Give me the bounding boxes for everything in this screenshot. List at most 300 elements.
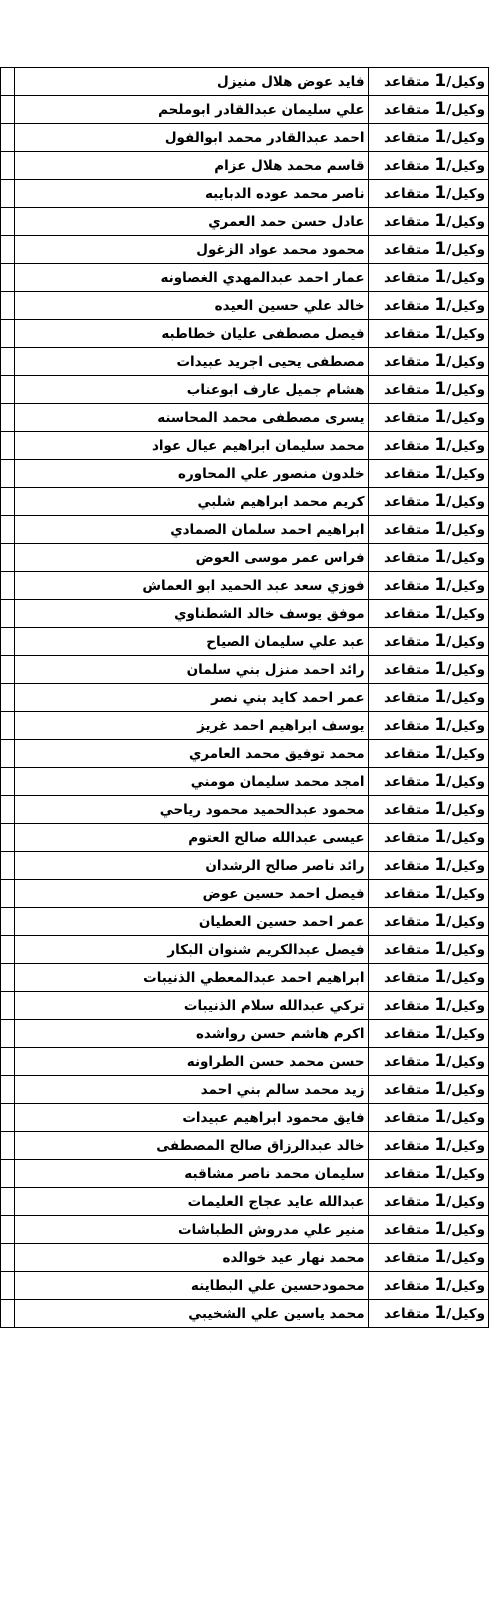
rank-title: وكيل/ — [446, 1110, 485, 1126]
rank-number: 1 — [434, 295, 447, 315]
rank-number: 1 — [434, 715, 447, 735]
name-cell: يوسف ابراهيم احمد غريز — [14, 712, 368, 740]
table-row — [1, 348, 489, 376]
empty-cell — [1, 600, 15, 628]
roster-table — [0, 67, 489, 1328]
name-cell: امجد محمد سليمان مومني — [14, 768, 368, 796]
rank-status: متقاعد — [384, 802, 430, 818]
rank-cell — [368, 488, 488, 516]
rank-status: متقاعد — [384, 102, 430, 118]
rank-cell — [368, 656, 488, 684]
name-cell: عيسى عبدالله صالح العتوم — [14, 824, 368, 852]
rank-status: متقاعد — [384, 578, 430, 594]
name-cell: محمود محمد عواد الزغول — [14, 236, 368, 264]
rank-title: وكيل/ — [446, 270, 485, 286]
table-row — [1, 824, 489, 852]
name-cell: يسرى مصطفى محمد المحاسنه — [14, 404, 368, 432]
rank-number: 1 — [434, 827, 447, 847]
rank-title: وكيل/ — [446, 522, 485, 538]
name-cell: كريم محمد ابراهيم شلبي — [14, 488, 368, 516]
rank-cell — [368, 1300, 488, 1328]
rank-status: متقاعد — [384, 1222, 430, 1238]
table-row — [1, 628, 489, 656]
rank-title: وكيل/ — [446, 1250, 485, 1266]
rank-cell — [368, 1244, 488, 1272]
empty-cell — [1, 684, 15, 712]
table-row — [1, 1160, 489, 1188]
rank-status: متقاعد — [384, 1082, 430, 1098]
table-row — [1, 1048, 489, 1076]
rank-number: 1 — [434, 1079, 447, 1099]
rank-number: 1 — [434, 1275, 447, 1295]
rank-title: وكيل/ — [446, 830, 485, 846]
table-row — [1, 880, 489, 908]
name-cell: ناصر محمد عوده الدبايبه — [14, 180, 368, 208]
rank-cell — [368, 348, 488, 376]
rank-title: وكيل/ — [446, 550, 485, 566]
name-cell: عبد علي سليمان الصياح — [14, 628, 368, 656]
rank-title: وكيل/ — [446, 718, 485, 734]
name-cell: محمود عبدالحميد محمود رياحي — [14, 796, 368, 824]
rank-cell — [368, 600, 488, 628]
rank-cell — [368, 292, 488, 320]
rank-number: 1 — [434, 939, 447, 959]
rank-status: متقاعد — [384, 130, 430, 146]
rank-cell — [368, 992, 488, 1020]
rank-status: متقاعد — [384, 158, 430, 174]
rank-cell — [368, 460, 488, 488]
rank-status: متقاعد — [384, 1026, 430, 1042]
empty-cell — [1, 740, 15, 768]
name-cell: فوزي سعد عبد الحميد ابو العماش — [14, 572, 368, 600]
rank-number: 1 — [434, 631, 447, 651]
rank-status: متقاعد — [384, 466, 430, 482]
rank-number: 1 — [434, 911, 447, 931]
rank-number: 1 — [434, 659, 447, 679]
rank-title: وكيل/ — [446, 1222, 485, 1238]
empty-cell — [1, 712, 15, 740]
rank-number: 1 — [434, 1107, 447, 1127]
rank-cell — [368, 152, 488, 180]
rank-number: 1 — [434, 407, 447, 427]
rank-number: 1 — [434, 575, 447, 595]
rank-cell — [368, 1216, 488, 1244]
name-cell: فايق محمود ابراهيم عبيدات — [14, 1104, 368, 1132]
name-cell: خلدون منصور علي المحاوره — [14, 460, 368, 488]
rank-cell — [368, 684, 488, 712]
rank-status: متقاعد — [384, 774, 430, 790]
empty-cell — [1, 432, 15, 460]
rank-cell — [368, 852, 488, 880]
rank-title: وكيل/ — [446, 1082, 485, 1098]
rank-cell — [368, 236, 488, 264]
table-row — [1, 264, 489, 292]
table-row — [1, 1216, 489, 1244]
table-row — [1, 740, 489, 768]
rank-status: متقاعد — [384, 914, 430, 930]
rank-status: متقاعد — [384, 494, 430, 510]
empty-cell — [1, 1188, 15, 1216]
rank-cell — [368, 180, 488, 208]
name-cell: علي سليمان عبدالقادر ابوملحم — [14, 96, 368, 124]
rank-status: متقاعد — [384, 270, 430, 286]
rank-cell — [368, 124, 488, 152]
table-row — [1, 1244, 489, 1272]
table-row — [1, 600, 489, 628]
rank-title: وكيل/ — [446, 1278, 485, 1294]
empty-cell — [1, 1244, 15, 1272]
rank-number: 1 — [434, 603, 447, 623]
empty-cell — [1, 208, 15, 236]
table-row — [1, 460, 489, 488]
rank-title: وكيل/ — [446, 606, 485, 622]
rank-number: 1 — [434, 1219, 447, 1239]
rank-status: متقاعد — [384, 1054, 430, 1070]
name-cell: عمر احمد كايد بني نصر — [14, 684, 368, 712]
rank-cell — [368, 1076, 488, 1104]
table-row — [1, 1104, 489, 1132]
rank-cell — [368, 96, 488, 124]
roster-body — [1, 68, 489, 1328]
empty-cell — [1, 152, 15, 180]
rank-number: 1 — [434, 771, 447, 791]
table-row — [1, 768, 489, 796]
name-cell: فيصل مصطفى عليان خطاطبه — [14, 320, 368, 348]
rank-title: وكيل/ — [446, 410, 485, 426]
table-row — [1, 1272, 489, 1300]
empty-cell — [1, 768, 15, 796]
rank-status: متقاعد — [384, 410, 430, 426]
name-cell: رائد ناصر صالح الرشدان — [14, 852, 368, 880]
rank-number: 1 — [434, 155, 447, 175]
name-cell: رائد احمد منزل بني سلمان — [14, 656, 368, 684]
rank-title: وكيل/ — [446, 578, 485, 594]
table-row — [1, 656, 489, 684]
rank-status: متقاعد — [384, 382, 430, 398]
rank-status: متقاعد — [384, 634, 430, 650]
empty-cell — [1, 180, 15, 208]
rank-title: وكيل/ — [446, 858, 485, 874]
rank-cell — [368, 1104, 488, 1132]
rank-cell — [368, 824, 488, 852]
empty-cell — [1, 992, 15, 1020]
rank-number: 1 — [434, 547, 447, 567]
name-cell: محمد نهار عيد خوالده — [14, 1244, 368, 1272]
empty-cell — [1, 1160, 15, 1188]
empty-cell — [1, 544, 15, 572]
rank-title: وكيل/ — [446, 970, 485, 986]
table-row — [1, 96, 489, 124]
rank-title: وكيل/ — [446, 242, 485, 258]
empty-cell — [1, 908, 15, 936]
rank-title: وكيل/ — [446, 942, 485, 958]
rank-status: متقاعد — [384, 214, 430, 230]
empty-cell — [1, 404, 15, 432]
empty-cell — [1, 96, 15, 124]
rank-cell — [368, 208, 488, 236]
rank-cell — [368, 712, 488, 740]
rank-status: متقاعد — [384, 830, 430, 846]
rank-cell — [368, 628, 488, 656]
rank-title: وكيل/ — [446, 1138, 485, 1154]
table-row — [1, 908, 489, 936]
rank-cell — [368, 1272, 488, 1300]
name-cell: فيصل عبدالكريم شنوان البكار — [14, 936, 368, 964]
rank-cell — [368, 1160, 488, 1188]
rank-title: وكيل/ — [446, 690, 485, 706]
rank-title: وكيل/ — [446, 186, 485, 202]
empty-cell — [1, 1104, 15, 1132]
table-row — [1, 992, 489, 1020]
empty-cell — [1, 880, 15, 908]
rank-cell — [368, 572, 488, 600]
rank-number: 1 — [434, 379, 447, 399]
rank-status: متقاعد — [384, 1110, 430, 1126]
rank-status: متقاعد — [384, 746, 430, 762]
name-cell: خالد عبدالرزاق صالح المصطفى — [14, 1132, 368, 1160]
name-cell: تركي عبدالله سلام الذنيبات — [14, 992, 368, 1020]
rank-title: وكيل/ — [446, 998, 485, 1014]
rank-status: متقاعد — [384, 1306, 430, 1322]
rank-cell — [368, 320, 488, 348]
table-row — [1, 572, 489, 600]
empty-cell — [1, 824, 15, 852]
rank-cell — [368, 516, 488, 544]
rank-title: وكيل/ — [446, 634, 485, 650]
rank-number: 1 — [434, 687, 447, 707]
rank-title: وكيل/ — [446, 1306, 485, 1322]
rank-cell — [368, 1188, 488, 1216]
rank-number: 1 — [434, 967, 447, 987]
table-row — [1, 180, 489, 208]
rank-number: 1 — [434, 267, 447, 287]
empty-cell — [1, 376, 15, 404]
rank-cell — [368, 404, 488, 432]
table-row — [1, 488, 489, 516]
rank-number: 1 — [434, 463, 447, 483]
rank-number: 1 — [434, 435, 447, 455]
rank-title: وكيل/ — [446, 466, 485, 482]
empty-cell — [1, 236, 15, 264]
rank-cell — [368, 796, 488, 824]
name-cell: عبدالله عايد عجاج العليمات — [14, 1188, 368, 1216]
name-cell: سليمان محمد ناصر مشاقبه — [14, 1160, 368, 1188]
table-row — [1, 684, 489, 712]
rank-status: متقاعد — [384, 690, 430, 706]
name-cell: محمودحسين علي البطاينه — [14, 1272, 368, 1300]
rank-status: متقاعد — [384, 1250, 430, 1266]
name-cell: عادل حسن حمد العمري — [14, 208, 368, 236]
rank-number: 1 — [434, 855, 447, 875]
empty-cell — [1, 572, 15, 600]
empty-cell — [1, 124, 15, 152]
rank-number: 1 — [434, 995, 447, 1015]
name-cell: مصطفى يحيى اجريد عبيدات — [14, 348, 368, 376]
name-cell: عمر احمد حسين العطيان — [14, 908, 368, 936]
table-row — [1, 1188, 489, 1216]
name-cell: محمد ياسين علي الشخيبي — [14, 1300, 368, 1328]
name-cell: عمار احمد عبدالمهدي الغصاونه — [14, 264, 368, 292]
rank-status: متقاعد — [384, 1194, 430, 1210]
name-cell: محمد سليمان ابراهيم عيال عواد — [14, 432, 368, 460]
rank-title: وكيل/ — [446, 158, 485, 174]
name-cell: ابراهيم احمد سلمان الصمادي — [14, 516, 368, 544]
empty-cell — [1, 656, 15, 684]
empty-cell — [1, 1272, 15, 1300]
rank-number: 1 — [434, 127, 447, 147]
empty-cell — [1, 852, 15, 880]
table-row — [1, 124, 489, 152]
rank-status: متقاعد — [384, 1278, 430, 1294]
rank-cell — [368, 740, 488, 768]
rank-title: وكيل/ — [446, 802, 485, 818]
empty-cell — [1, 936, 15, 964]
rank-title: وكيل/ — [446, 1194, 485, 1210]
table-row — [1, 1076, 489, 1104]
rank-cell — [368, 964, 488, 992]
rank-title: وكيل/ — [446, 494, 485, 510]
empty-cell — [1, 1132, 15, 1160]
rank-title: وكيل/ — [446, 214, 485, 230]
empty-cell — [1, 320, 15, 348]
name-cell: منير علي مدروش الطباشات — [14, 1216, 368, 1244]
empty-cell — [1, 1076, 15, 1104]
rank-cell — [368, 1048, 488, 1076]
empty-cell — [1, 460, 15, 488]
rank-status: متقاعد — [384, 522, 430, 538]
table-row — [1, 152, 489, 180]
name-cell: اكرم هاشم حسن رواشده — [14, 1020, 368, 1048]
table-row — [1, 320, 489, 348]
table-row — [1, 68, 489, 96]
empty-cell — [1, 292, 15, 320]
rank-number: 1 — [434, 1051, 447, 1071]
table-row — [1, 712, 489, 740]
rank-title: وكيل/ — [446, 130, 485, 146]
table-row — [1, 936, 489, 964]
table-row — [1, 376, 489, 404]
name-cell: فايد عوض هلال منيزل — [14, 68, 368, 96]
rank-status: متقاعد — [384, 1138, 430, 1154]
name-cell: احمد عبدالقادر محمد ابوالفول — [14, 124, 368, 152]
rank-title: وكيل/ — [446, 354, 485, 370]
empty-cell — [1, 796, 15, 824]
rank-cell — [368, 936, 488, 964]
rank-number: 1 — [434, 323, 447, 343]
empty-cell — [1, 1048, 15, 1076]
rank-status: متقاعد — [384, 606, 430, 622]
rank-number: 1 — [434, 1303, 447, 1323]
empty-cell — [1, 628, 15, 656]
rank-title: وكيل/ — [446, 746, 485, 762]
table-row — [1, 208, 489, 236]
table-row — [1, 516, 489, 544]
rank-title: وكيل/ — [446, 886, 485, 902]
rank-status: متقاعد — [384, 858, 430, 874]
name-cell: هشام جميل عارف ابوعناب — [14, 376, 368, 404]
name-cell: حسن محمد حسن الطراونه — [14, 1048, 368, 1076]
rank-number: 1 — [434, 239, 447, 259]
name-cell: موفق يوسف خالد الشطناوي — [14, 600, 368, 628]
rank-status: متقاعد — [384, 242, 430, 258]
name-cell: قاسم محمد هلال عزام — [14, 152, 368, 180]
table-row — [1, 292, 489, 320]
rank-cell — [368, 1020, 488, 1048]
rank-number: 1 — [434, 491, 447, 511]
rank-status: متقاعد — [384, 354, 430, 370]
table-row — [1, 432, 489, 460]
rank-cell — [368, 1132, 488, 1160]
rank-number: 1 — [434, 883, 447, 903]
table-row — [1, 796, 489, 824]
name-cell: زيد محمد سالم بني احمد — [14, 1076, 368, 1104]
rank-status: متقاعد — [384, 186, 430, 202]
rank-title: وكيل/ — [446, 326, 485, 342]
rank-cell — [368, 376, 488, 404]
rank-number: 1 — [434, 743, 447, 763]
rank-title: وكيل/ — [446, 662, 485, 678]
rank-status: متقاعد — [384, 298, 430, 314]
rank-title: وكيل/ — [446, 382, 485, 398]
rank-cell — [368, 68, 488, 96]
rank-title: وكيل/ — [446, 102, 485, 118]
rank-title: وكيل/ — [446, 1054, 485, 1070]
rank-cell — [368, 544, 488, 572]
empty-cell — [1, 1020, 15, 1048]
rank-cell — [368, 880, 488, 908]
rank-title: وكيل/ — [446, 1166, 485, 1182]
rank-number: 1 — [434, 519, 447, 539]
rank-status: متقاعد — [384, 1166, 430, 1182]
rank-number: 1 — [434, 71, 447, 91]
empty-cell — [1, 68, 15, 96]
rank-number: 1 — [434, 351, 447, 371]
rank-number: 1 — [434, 183, 447, 203]
name-cell: فراس عمر موسى العوض — [14, 544, 368, 572]
name-cell: محمد توفيق محمد العامري — [14, 740, 368, 768]
rank-title: وكيل/ — [446, 914, 485, 930]
rank-title: وكيل/ — [446, 774, 485, 790]
rank-status: متقاعد — [384, 550, 430, 566]
rank-title: وكيل/ — [446, 298, 485, 314]
rank-title: وكيل/ — [446, 438, 485, 454]
empty-cell — [1, 1300, 15, 1328]
rank-title: وكيل/ — [446, 74, 485, 90]
rank-status: متقاعد — [384, 326, 430, 342]
name-cell: ابراهيم احمد عبدالمعطي الذنيبات — [14, 964, 368, 992]
empty-cell — [1, 348, 15, 376]
rank-status: متقاعد — [384, 970, 430, 986]
name-cell: خالد علي حسين العيده — [14, 292, 368, 320]
rank-status: متقاعد — [384, 998, 430, 1014]
empty-cell — [1, 964, 15, 992]
rank-number: 1 — [434, 1163, 447, 1183]
rank-number: 1 — [434, 211, 447, 231]
rank-cell — [368, 432, 488, 460]
rank-status: متقاعد — [384, 438, 430, 454]
rank-number: 1 — [434, 1135, 447, 1155]
rank-number: 1 — [434, 799, 447, 819]
rank-number: 1 — [434, 99, 447, 119]
empty-cell — [1, 1216, 15, 1244]
table-row — [1, 544, 489, 572]
rank-status: متقاعد — [384, 74, 430, 90]
rank-status: متقاعد — [384, 662, 430, 678]
rank-number: 1 — [434, 1247, 447, 1267]
rank-status: متقاعد — [384, 942, 430, 958]
table-row — [1, 404, 489, 432]
rank-cell — [368, 768, 488, 796]
